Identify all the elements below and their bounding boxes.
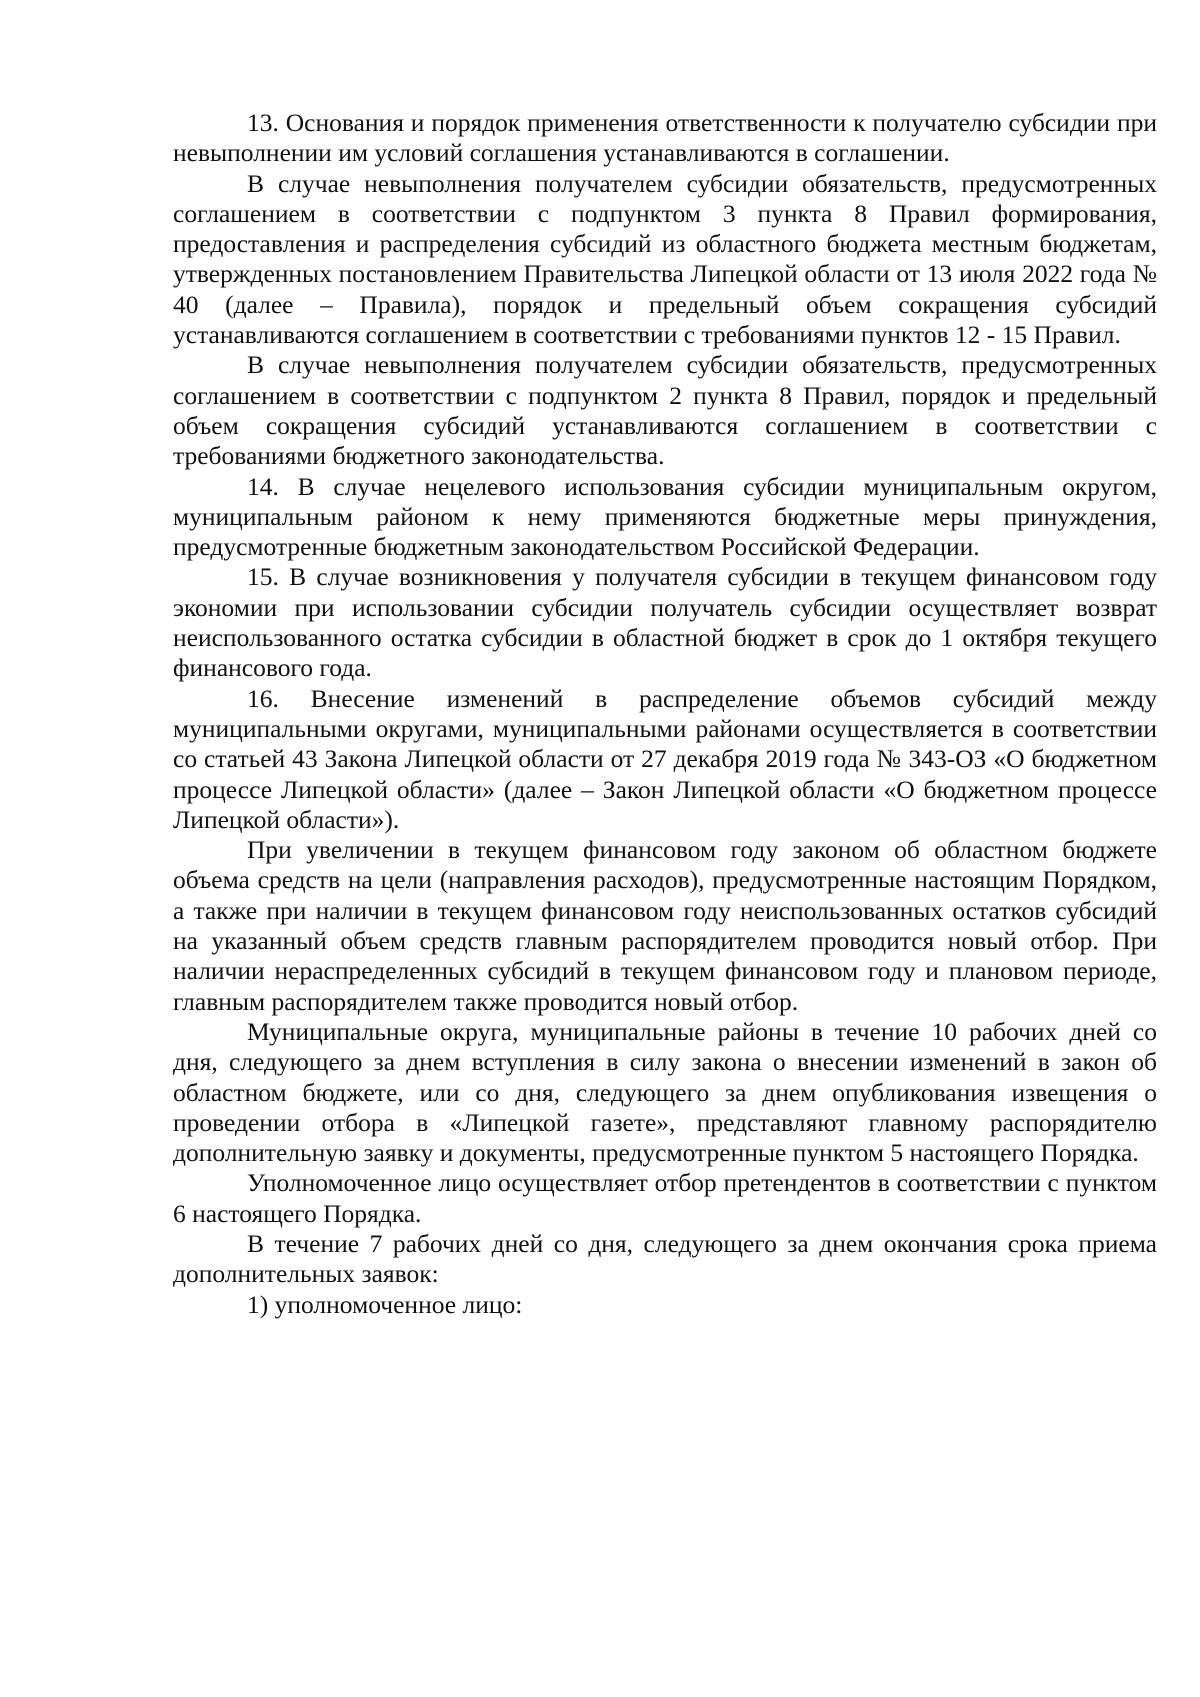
paragraph-budget-increase: При увеличении в текущем финансовом году законом об областном бюджете объема средств на цели (направления расходов), предусмотренные настоящим Порядком, а также при наличии в текущем финансовом году неиспользованных остатков субсидий на указанный объем средств главным распорядителем проводится новый отбор. При наличии нераспределенных субсидий в текущем финансовом году и плановом периоде, главным распорядителем также проводится новый отбор.: [173, 835, 1157, 1016]
paragraph-seven-days: В течение 7 рабочих дней со дня, следующего за днем окончания срока приема дополнительных заявок:: [173, 1228, 1157, 1289]
paragraph-13: 13. Основания и порядок применения ответственности к получателю субсидии при невыполнении им условий соглашения устанавливаются в соглашении.: [173, 108, 1157, 168]
paragraph-16: 16. Внесение изменений в распределение объемов субсидий между муниципальными округами, муниципальными районами осуществляется в соответствии со статьей 43 Закона Липецкой области от 27 декабря 2019 года № 343-ОЗ «О бюджетном процессе Липецкой области» (далее – Закон Липецкой области «О бюджетном процессе Липецкой области»).: [173, 683, 1157, 834]
paragraph-authorized-person: Уполномоченное лицо осуществляет отбор претендентов в соответствии с пунктом 6 настоящего Порядка.: [173, 1168, 1157, 1228]
document-page: [173, 108, 1157, 1320]
paragraph-municipal-districts: Муниципальные округа, муниципальные районы в течение 10 рабочих дней со дня, следующего за днем вступления в силу закона о внесении изменений в закон об областном бюджете, или со дня, следующего за днем опубликования извещения о проведении отбора в «Липецкой газете», представляют главному распорядителю дополнительную заявку и документы, предусмотренные пунктом 5 настоящего Порядка.: [173, 1016, 1157, 1168]
paragraph-15: 15. В случае возникновения у получателя субсидии в текущем финансовом году экономии при использовании субсидии получатель субсидии осуществляет возврат неиспользованного остатка субсидии в областной бюджет в срок до 1 октября текущего финансового года.: [173, 562, 1157, 683]
paragraph-14: 14. В случае нецелевого использования субсидии муниципальным округом, муниципальным районом к нему применяются бюджетные меры принуждения, предусмотренные бюджетным законодательством Российской Федерации.: [173, 471, 1157, 562]
paragraph-subpoint-2: В случае невыполнения получателем субсидии обязательств, предусмотренных соглашением в соответствии с подпунктом 2 пункта 8 Правил, порядок и предельный объем сокращения субсидий устанавливаются соглашением в соответствии с требованиями бюджетного законодательства.: [173, 350, 1157, 471]
paragraph-subpoint-3: В случае невыполнения получателем субсидии обязательств, предусмотренных соглашением в соответствии с подпунктом 3 пункта 8 Правил формирования, предоставления и распределения субсидий из областного бюджета местным бюджетам, утвержденных постановлением Правительства Липецкой области от 13 июля 2022 года № 40 (далее – Правила), порядок и предельный объем сокращения субсидий устанавливаются соглашением в соответствии с требованиями пунктов 12 - 15 Правил.: [173, 168, 1157, 350]
paragraph-item-1: 1) уполномоченное лицо:: [247, 1289, 523, 1319]
